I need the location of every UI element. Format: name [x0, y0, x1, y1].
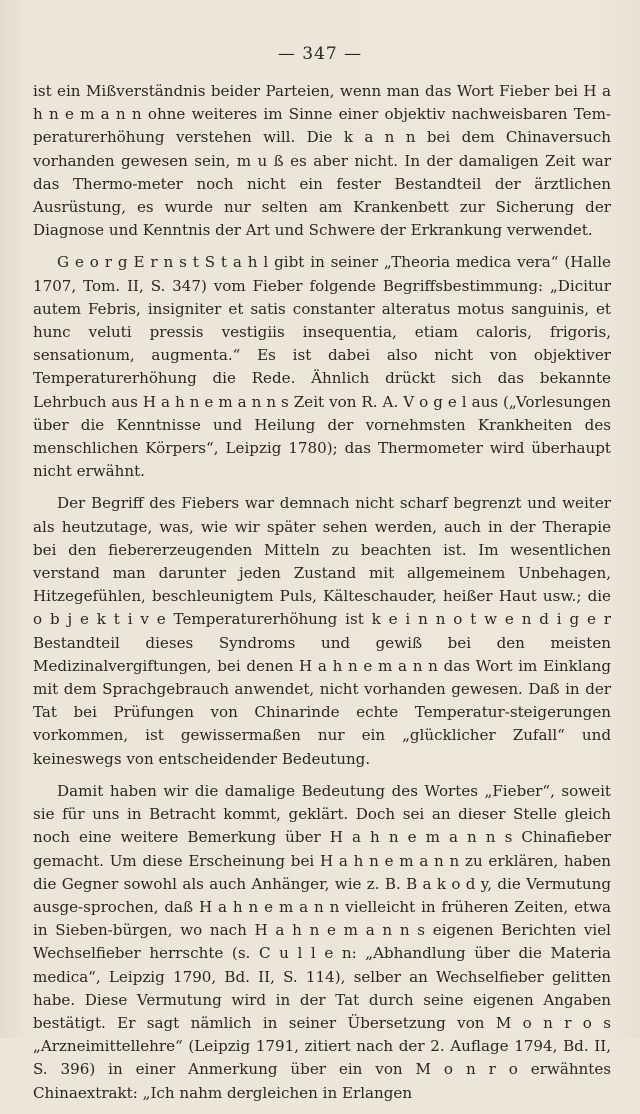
paragraph-2: G e o r g E r n s t S t a h l gibt in seiner „Theoria medica vera“ (Halle 1707, Tom. II, S. 347) vom Fieber folgende Begriffsbestimmung: „Dicitur autem Febris, insigniter et satis constanter alteratus motus sanguinis, et hunc veluti pressis vestigiis insequentia, etiam caloris, frigoris, sensationum, augmenta.“ Es ist dabei also nicht von objektiver Temperaturerhöhung die Rede. Ähnlich drückt sich das bekannte Lehrbuch aus H a h n e m a n n s Zeit von R. A. V o g e l aus („Vorlesungen über die Kenntnisse und Heilung der vornehmsten Krankheiten des menschlichen Körpers“, Leipzig 1780); das Thermometer wird überhaupt nicht erwähnt.: [33, 253, 611, 481]
paragraph-1: ist ein Mißverständnis beider Parteien, wenn man das Wort Fieber bei H a h n e m a n n ohne weiteres im Sinne einer objektiv nachweisbaren Tem-peraturerhöhung verstehen will. Die k a n n bei dem Chinaversuch vorhanden gewesen sein, m u ß es aber nicht. In der damaligen Zeit war das Thermo-meter noch nicht ein fester Bestandteil der ärztlichen Ausrüstung, es wurde nur selten am Krankenbett zur Sicherung der Diagnose und Kenntnis der Art und Schwere der Erkrankung verwendet.: [33, 82, 611, 240]
paragraph-4: Damit haben wir die damalige Bedeutung des Wortes „Fieber“, soweit sie für uns in Betracht kommt, geklärt. Doch sei an dieser Stelle gleich noch eine weitere Bemerkung über H a h n e m a n n s Chinafieber gemacht. Um diese Erscheinung bei H a h n e m a n n zu erklären, haben die Gegner sowohl als auch Anhänger, wie z. B. B a k o d y, die Vermutung ausge-sprochen, daß H a h n e m a n n vielleicht in früheren Zeiten, etwa in Sieben-bürgen, wo nach H a h n e m a n n s eigenen Berichten viel Wechselfieber herrschte (s. C u l l e n: „Abhandlung über die Materia medica“, Leipzig 1790, Bd. II, S. 114), selber an Wechselfieber gelitten habe. Diese Vermutung wird in der Tat durch seine eigenen Angaben bestätigt. Er sagt nämlich in seiner Übersetzung von M o n r o s „Arzneimittellehre“ (Leipzig 1791, zitiert nach der 2. Auflage 1794, Bd. II, S. 396) in einer Anmerkung über ein von M o n r o erwähntes Chinaextrakt: „Ich nahm dergleichen in Erlangen: [33, 781, 611, 1102]
body-text: [33, 80, 611, 1114]
page-number: — 347 —: [277, 44, 363, 64]
paragraph-3: Der Begriff des Fiebers war demnach nicht scharf begrenzt und weiter als heutzutage, was, wie wir später sehen werden, auch in der Therapie bei den fiebererzeugenden Mitteln zu beachten ist. Im wesentlichen verstand man darunter jeden Zustand mit allgemeinem Unbehagen, Hitzegefühlen, beschleunigtem Puls, Kälteschauder, heißer Haut usw.; die o b j e k t i v e Temperaturerhöhung ist k e i n n o t w e n d i g e r Bestandteil dieses Syndroms und gewiß bei den meisten Medizinalvergiftungen, bei denen H a h n e m a n n das Wort im Einklang mit dem Sprachgebrauch anwendet, nicht vorhanden gewesen. Daß in der Tat bei Prüfungen von Chinarinde echte Temperatur-steigerungen vorkommen, ist gewissermaßen nur ein „glücklicher Zufall“ und keineswegs von entscheidender Bedeutung.: [33, 494, 611, 768]
